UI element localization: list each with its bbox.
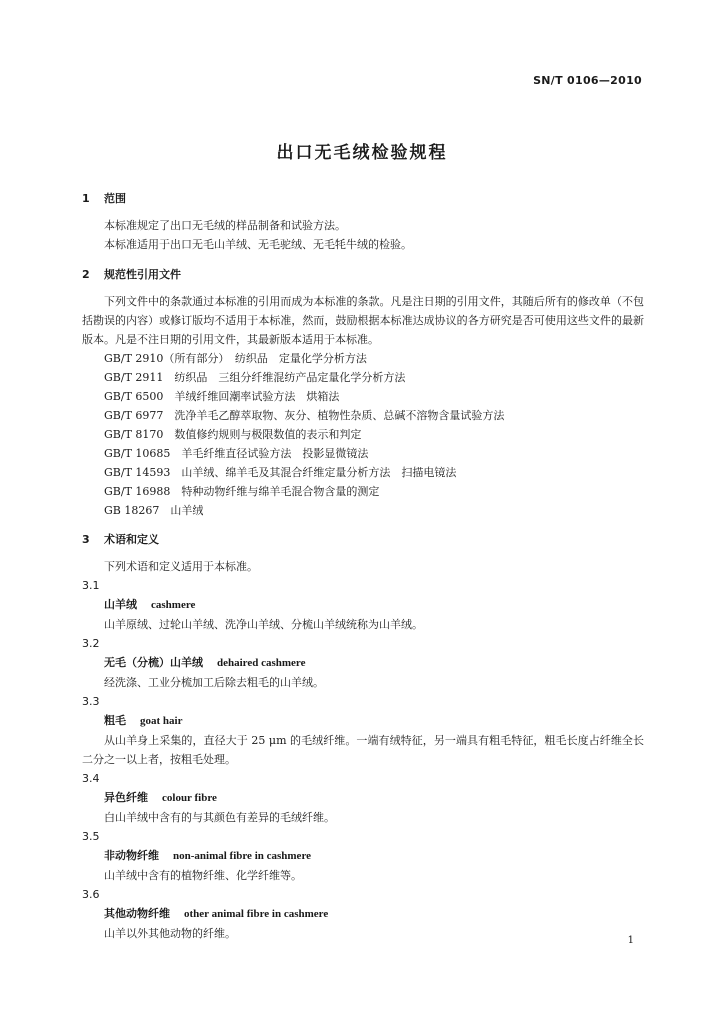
term-name-zh: 粗毛 [104,714,126,727]
term-name-en: cashmere [151,599,196,611]
standard-number: SN/T 0106—2010 [533,74,642,87]
reference-item: GB/T 2911 纺织品 三组分纤维混纺产品定量化学分析方法 [104,371,406,384]
paragraph: 本标准规定了出口无毛绒的样品制备和试验方法。 [104,219,346,232]
term-heading [82,653,644,673]
section-terms-definitions [82,530,644,943]
section-heading [82,530,644,549]
paragraph: 下列术语和定义适用于本标准。 [104,560,258,573]
reference-item: GB/T 2910（所有部分） 纺织品 定量化学分析方法 [104,352,367,365]
reference-item: GB/T 14593 山羊绒、绵羊毛及其混合纤维定量分析方法 扫描电镜法 [104,466,457,479]
term-name-zh: 山羊绒 [104,598,137,611]
term-heading [82,788,644,808]
term-heading [82,595,644,615]
term-name-en: non-animal fibre in cashmere [173,850,312,862]
term-definition: 山羊绒中含有的植物纤维、化学纤维等。 [104,869,302,882]
term-name-en: colour fibre [162,792,217,804]
term-number: 3.5 [82,830,100,843]
term-heading [82,846,644,866]
reference-item: GB/T 6500 羊绒纤维回潮率试验方法 烘箱法 [104,390,340,403]
term-definition: 经洗涤、工业分梳加工后除去粗毛的山羊绒。 [104,676,324,689]
term-name-en: other animal fibre in cashmere [184,908,329,920]
section-title: 规范性引用文件 [104,268,181,281]
term-definition: 白山羊绒中含有的与其颜色有差异的毛绒纤维。 [104,811,335,824]
reference-item: GB 18267 山羊绒 [104,504,204,517]
section-scope [82,189,644,254]
reference-item: GB/T 8170 数值修约规则与极限数值的表示和判定 [104,428,362,441]
page-number: 1 [627,935,634,946]
term-definition: 从山羊身上采集的，直径大于 25 μm 的毛绒纤维。一端有绒特征，另一端具有粗毛特征，粗毛长度占纤维全长二分之一以上者，按粗毛处理。 [82,734,644,766]
section-number: 2 [82,268,90,281]
term-name-zh: 异色纤维 [104,791,148,804]
term-name-en: dehaired cashmere [217,657,306,669]
term-number: 3.2 [82,637,100,650]
section-heading [82,265,644,284]
term-definition: 山羊以外其他动物的纤维。 [104,927,236,940]
term-name-zh: 非动物纤维 [104,849,159,862]
paragraph: 下列文件中的条款通过本标准的引用而成为本标准的条款。凡是注日期的引用文件，其随后所有的修改单（不包括勘误的内容）或修订版均不适用于本标准，然而，鼓励根据本标准达成协议的各方研究是否可使用这些文件的最新版本。凡是不注日期的引用文件，其最新版本适用于本标准。 [82,295,644,346]
term-name-en: goat hair [140,715,183,727]
term-number: 3.6 [82,888,100,901]
section-title: 术语和定义 [104,533,159,546]
section-number: 3 [82,533,90,546]
term-name-zh: 其他动物纤维 [104,907,170,920]
term-number: 3.3 [82,695,100,708]
term-heading [82,711,644,731]
term-definition: 山羊原绒、过轮山羊绒、洗净山羊绒、分梳山羊绒统称为山羊绒。 [104,618,423,631]
reference-item: GB/T 6977 洗净羊毛乙醇萃取物、灰分、植物性杂质、总碱不溶物含量试验方法 [104,409,505,422]
page-title: 出口无毛绒检验规程 [276,143,448,163]
reference-item: GB/T 16988 特种动物纤维与绵羊毛混合物含量的测定 [104,485,380,498]
term-name-zh: 无毛（分梳）山羊绒 [104,656,203,669]
reference-item: GB/T 10685 羊毛纤维直径试验方法 投影显微镜法 [104,447,369,460]
section-normative-references [82,265,644,520]
term-number: 3.1 [82,579,100,592]
section-heading [82,189,644,208]
section-number: 1 [82,192,90,205]
term-number: 3.4 [82,772,100,785]
section-title: 范围 [104,192,126,205]
term-heading [82,904,644,924]
paragraph: 本标准适用于出口无毛山羊绒、无毛驼绒、无毛牦牛绒的检验。 [104,238,412,251]
